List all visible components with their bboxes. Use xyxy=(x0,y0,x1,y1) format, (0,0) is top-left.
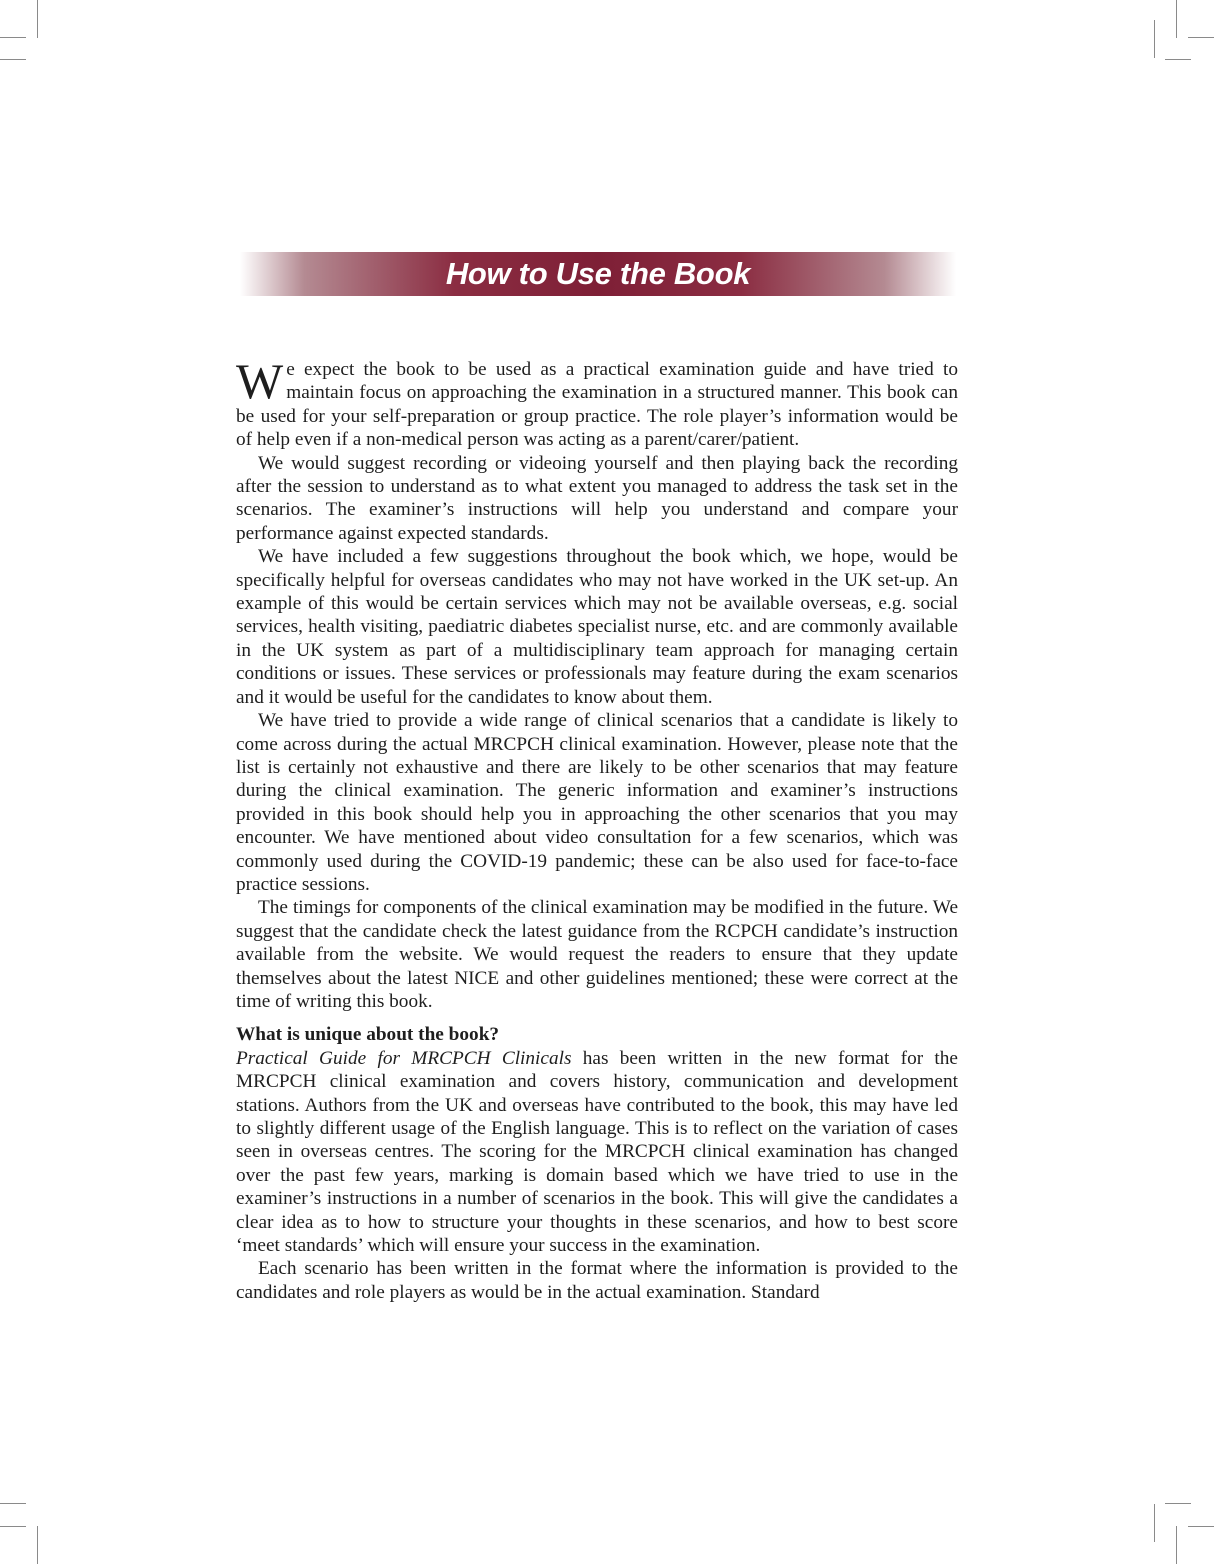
crop-mark xyxy=(0,59,26,60)
page-body xyxy=(236,353,958,1304)
crop-mark xyxy=(1154,1504,1155,1542)
crop-mark xyxy=(37,0,38,38)
crop-mark xyxy=(1188,37,1214,38)
crop-mark xyxy=(1176,1526,1177,1564)
crop-mark xyxy=(1176,0,1177,38)
crop-mark xyxy=(37,1526,38,1564)
crop-mark xyxy=(1188,1526,1214,1527)
crop-mark xyxy=(0,1526,26,1527)
paragraph-text: e expect the book to be used as a practical examination guide and have tried to maintain focus on approaching the examination in a structured manner. This book can be used for your self-preparation or group practice. The role player’s information would be of help even if a non-medical person was acting as a parent/carer/patient. xyxy=(236,359,958,451)
crop-mark xyxy=(1165,1503,1191,1504)
book-title: Practical Guide for MRCPCH Clinicals xyxy=(236,1047,572,1069)
paragraph-format: Each scenario has been written in the format where the information is provided to the candidates and role players as would be in the actual examination. Standard xyxy=(236,1258,958,1303)
paragraph-overseas: We have included a few suggestions throughout the book which, we hope, would be specifically helpful for overseas candidates who may not have worked in the UK set-up. An example of this would be certain services which may not be available overseas, e.g. social services, health visiting, paediatric diabetes specialist nurse, etc. and are commonly available in the UK system as part of a multidisciplinary team approach for managing certain conditions or issues. These services or professionals may feature during the exam scenarios and it would be useful for the candidates to know about them. xyxy=(236,546,958,708)
drop-cap: W xyxy=(236,353,284,409)
paragraph-unique xyxy=(236,1047,958,1258)
crop-mark xyxy=(0,37,26,38)
heading-band xyxy=(240,252,956,296)
crop-mark xyxy=(0,1503,26,1504)
paragraph-recording: We would suggest recording or videoing yourself and then playing back the recording after the session to understand as to what extent you managed to address the task set in the scenarios. The examiner’s instructions will help you understand and compare your performance against expected standards. xyxy=(236,452,958,544)
paragraph-timings: The timings for components of the clinical examination may be modified in the future. We suggest that the candidate check the latest guidance from the RCPCH candidate’s instruction available from the website. We would request the readers to ensure that they update themselves about the latest NICE and other guidelines mentioned; these were correct at the time of writing this book. xyxy=(236,897,958,1012)
paragraph-intro xyxy=(236,353,958,452)
paragraph-text: has been written in the new format for the MRCPCH clinical examination and covers history, communication and development stations. Authors from the UK and overseas have contributed to the book, this may have led to slightly different usage of the English language. This is to reflect on the variation of cases seen in overseas centres. The scoring for the MRCPCH clinical examination has changed over the past few years, marking is domain based which we have tried to use in the examiner’s instructions in a number of scenarios in the book. This will give the candidates a clear idea as to how to structure your thoughts in these scenarios, and how to best score ‘meet standards’ which will ensure your success in the examination. xyxy=(236,1047,958,1257)
section-heading: What is unique about the book? xyxy=(236,1024,500,1046)
crop-mark xyxy=(1165,59,1191,60)
page-title: How to Use the Book xyxy=(445,256,751,291)
paragraph-scenarios: We have tried to provide a wide range of clinical scenarios that a candidate is likely to come across during the actual MRCPCH clinical examination. However, please note that the list is certainly not exhaustive and there are likely to be other scenarios that may feature during the clinical examination. The generic information and examiner’s instructions provided in this book should help you in approaching the other scenarios that you may encounter. We have mentioned about video consultation for a few scenarios, which was commonly used during the COVID-19 pandemic; these can be also used for face-to-face practice sessions. xyxy=(236,710,958,895)
crop-mark xyxy=(1154,20,1155,58)
